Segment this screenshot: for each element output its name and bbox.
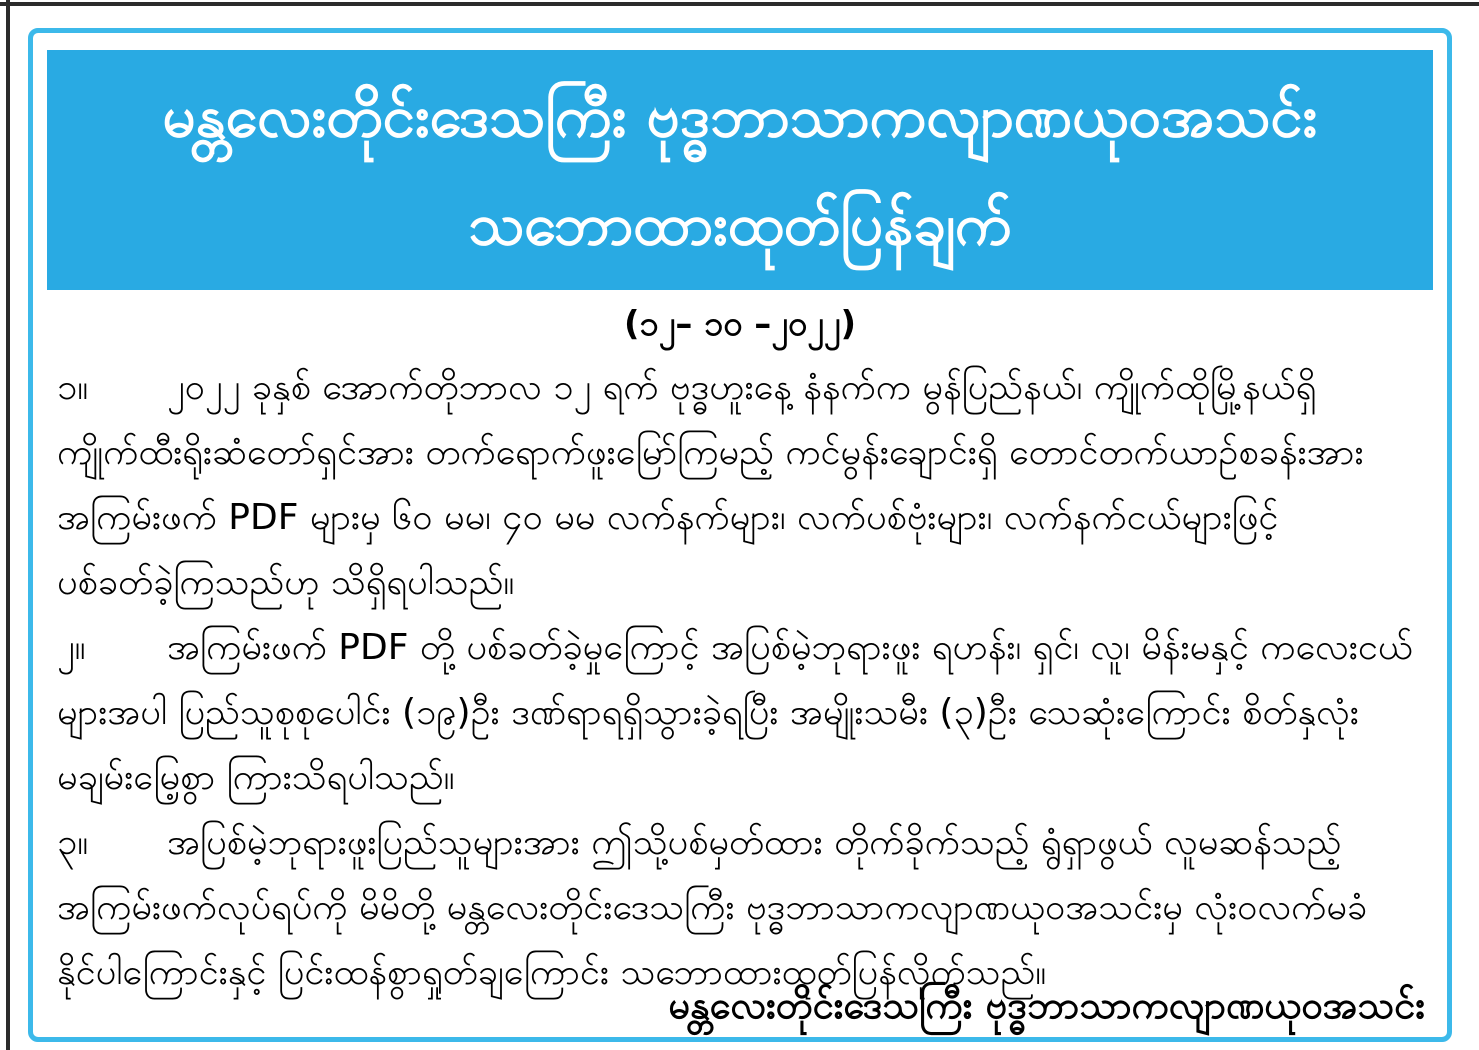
title-line-2: သဘောထားထုတ်ပြန်ချက်	[468, 190, 1012, 258]
content-frame	[28, 28, 1452, 1042]
paragraph-1-line-2: ကျိုက်ထီးရိုးဆံတော်ရှင်အား တက်ရောက်ဖူးမြော်ကြမည့် ကင်မွန်းချောင်းရှိ တောင်တက်ယာဉ်စခန်းအား	[57, 432, 1364, 473]
paragraph-3-line-2: အကြမ်းဖက်လုပ်ရပ်ကို မိမိတို့ မန္တလေးတိုင်းဒေသကြီး ဗုဒ္ဓဘာသာကလျာဏယုဝအသင်းမှ လုံးဝလက်မခံ	[57, 887, 1368, 928]
paragraph-2-line-1	[57, 615, 1439, 680]
paragraph-1-line-1	[57, 355, 1439, 420]
paragraph-3-line-3: နိုင်ပါကြောင်းနှင့် ပြင်းထန်စွာရှုတ်ချကြောင်း သဘောထားထုတ်ပြန်လိုက်သည်။	[57, 952, 1047, 993]
paragraph-2-line-3: မချမ်းမြေ့စွာ ကြားသိရပါသည်။	[57, 757, 455, 798]
statement-date: (၁၂– ၁၀ –၂၀၂၂)	[623, 304, 857, 344]
paragraph-text: အပြစ်မဲ့ဘုရားဖူးပြည်သူများအား ဤသို့ပစ်မှတ်ထား တိုက်ခိုက်သည့် ရွံရှာဖွယ် လူမဆန်သည့်	[167, 822, 1342, 863]
paragraph-3-line-1	[57, 810, 1439, 875]
signature-line: မန္တလေးတိုင်းဒေသကြီး ဗုဒ္ဓဘာသာကလျာဏယုဝအသင်း	[668, 983, 1425, 1027]
paragraph-text: ၂၀၂၂ ခုနှစ် အောက်တိုဘာလ ၁၂ ရက် ဗုဒ္ဓဟူးနေ့ နံနက်က မွန်ပြည်နယ်၊ ကျိုက်ထိုမြို့နယ်ရှိ	[167, 367, 1317, 408]
paragraph-number: ၃။	[57, 822, 89, 863]
statement-body	[57, 355, 1439, 1005]
paragraph-2-line-2: များအပါ ပြည်သူစုစုပေါင်း (၁၉)ဦး ဒဏ်ရာရရှိသွားခဲ့ရပြီး အမျိုးသမီး (၃)ဦး သေဆုံးကြောင်း စိတ်နှလုံး	[57, 692, 1359, 733]
paragraph-text: အကြမ်းဖက် PDF တို့ ပစ်ခတ်ခဲ့မှုကြောင့် အပြစ်မဲ့ဘုရားဖူး ရဟန်း၊ ရှင်၊ လူ၊ မိန်းမနှင့် ကလေးငယ်	[167, 627, 1413, 668]
title-banner	[47, 50, 1433, 290]
paragraph-1-line-4: ပစ်ခတ်ခဲ့ကြသည်ဟု သိရှိရပါသည်။	[57, 562, 515, 603]
paragraph-number: ၂။	[57, 627, 86, 668]
paragraph-number: ၁။	[57, 367, 89, 408]
scan-edge-top	[0, 2, 1479, 6]
title-line-1: မန္တလေးတိုင်းဒေသကြီး ဗုဒ္ဓဘာသာကလျာဏယုဝအသင်း	[162, 82, 1318, 150]
paragraph-1-line-3: အကြမ်းဖက် PDF များမှ ၆၀ မမ၊ ၄၀ မမ လက်နက်များ၊ လက်ပစ်ဗုံးများ၊ လက်နက်ငယ်များဖြင့်	[57, 497, 1279, 538]
scan-edge-left	[6, 0, 10, 1050]
